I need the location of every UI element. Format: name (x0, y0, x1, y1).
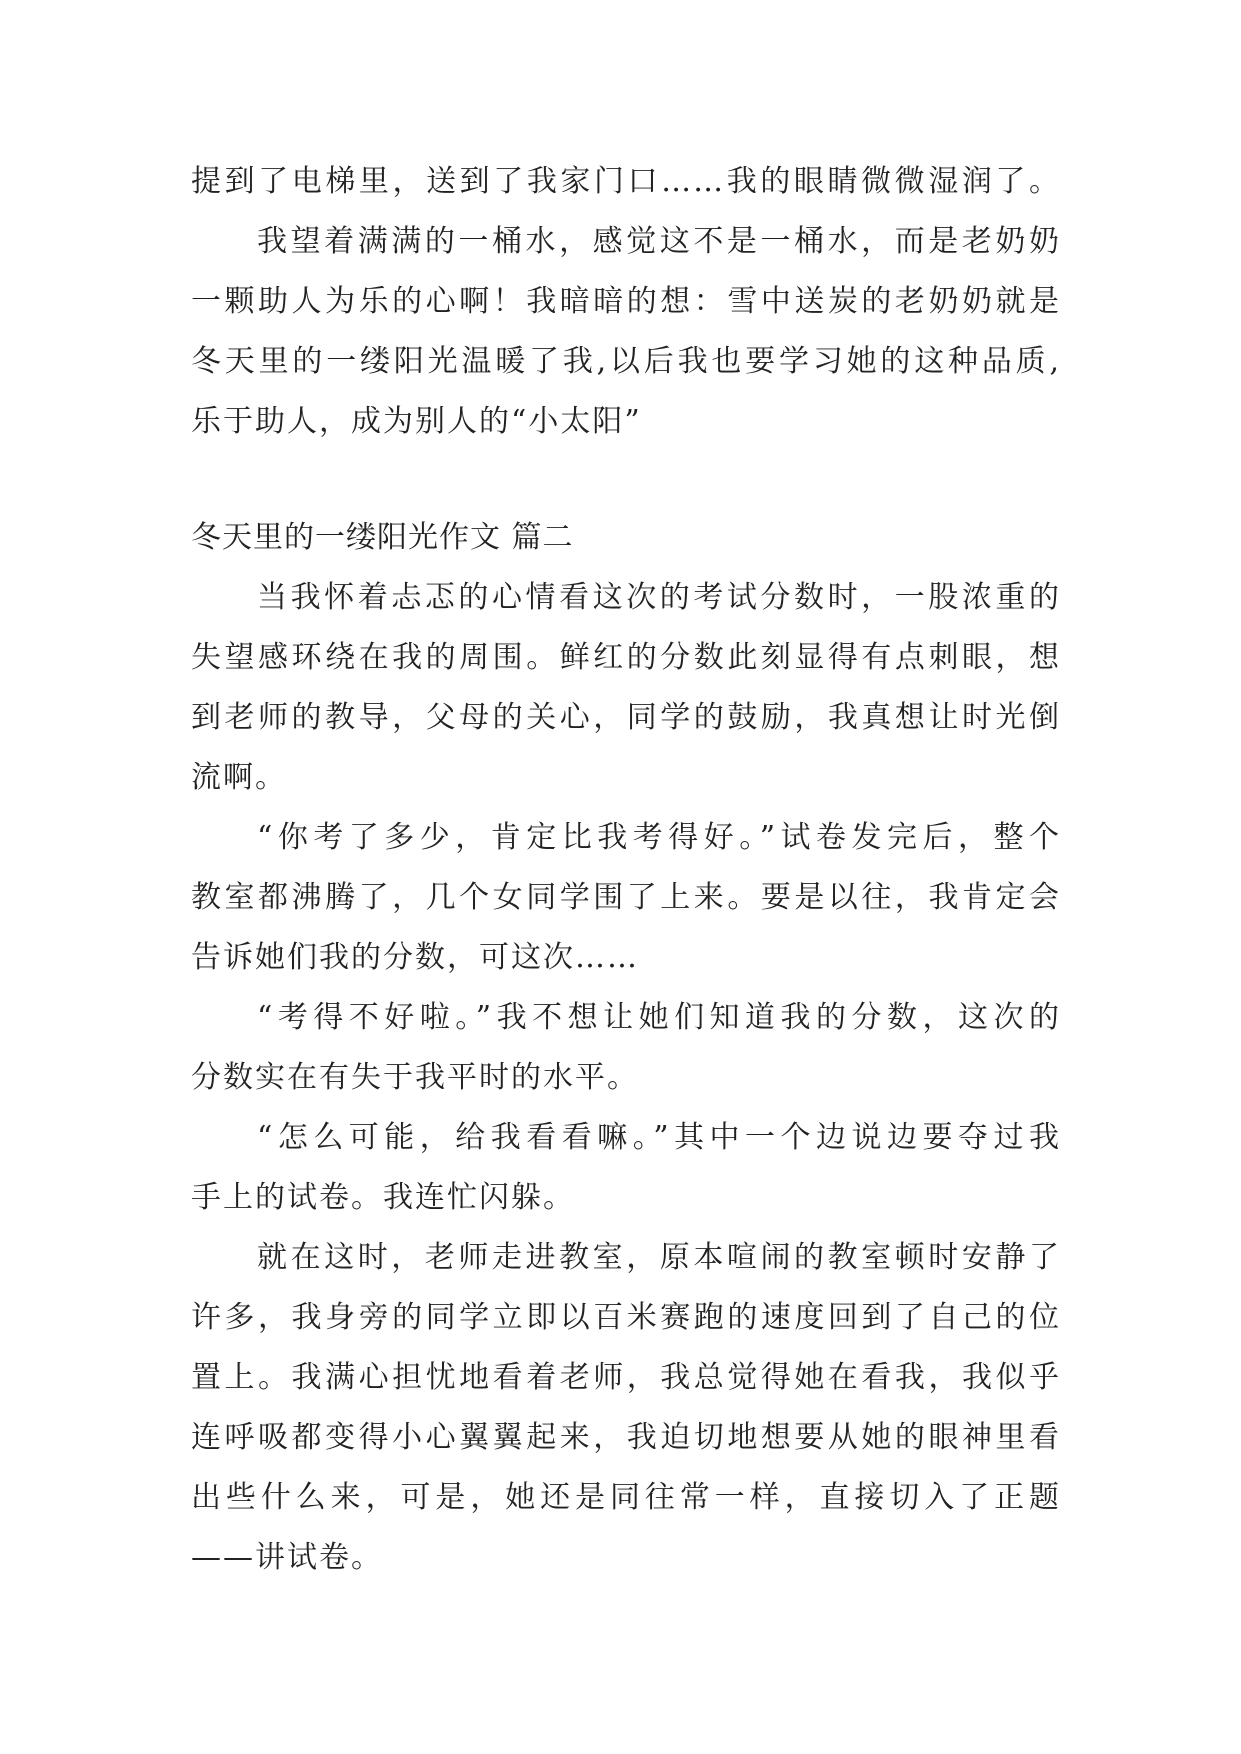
paragraph-line: 告诉她们我的分数，可这次…… (191, 940, 639, 975)
document-body (191, 152, 1061, 1588)
paragraph-line: 冬天里的一缕阳光温暖了我,以后我也要学习她的这种品质, (191, 344, 1061, 379)
paragraph-line: 置上。我满心担忧地看着老师，我总觉得她在看我，我似乎 (191, 1360, 1061, 1395)
paragraph-line: 手上的试卷。我连忙闪躲。 (191, 1180, 575, 1215)
paragraph-line: 就在这时，老师走进教室，原本喧闹的教室顿时安静了 (257, 1240, 1061, 1275)
paragraph-line: 许多，我身旁的同学立即以百米赛跑的速度回到了自己的位 (191, 1300, 1061, 1335)
paragraph-line: 流啊。 (191, 760, 287, 795)
paragraph-line: 到老师的教导，父母的关心，同学的鼓励，我真想让时光倒 (191, 700, 1061, 735)
paragraph-line: 失望感环绕在我的周围。鲜红的分数此刻显得有点刺眼，想 (191, 640, 1061, 675)
paragraph-line: “考得不好啦。”我不想让她们知道我的分数，这次的 (257, 1000, 1061, 1035)
paragraph-line: “你考了多少，肯定比我考得好。”试卷发完后，整个 (257, 820, 1061, 855)
paragraph-line: 分数实在有失于我平时的水平。 (191, 1060, 639, 1095)
paragraph-line: 连呼吸都变得小心翼翼起来，我迫切地想要从她的眼神里看 (191, 1420, 1061, 1455)
paragraph-line: “怎么可能，给我看看嘛。”其中一个边说边要夺过我 (257, 1120, 1061, 1155)
paragraph-line: 一颗助人为乐的心啊！我暗暗的想：雪中送炭的老奶奶就是 (191, 284, 1061, 319)
paragraph-line: ——讲试卷。 (191, 1540, 383, 1575)
paragraph-line: 我望着满满的一桶水，感觉这不是一桶水，而是老奶奶 (257, 224, 1061, 259)
paragraph-line: 当我怀着忐忑的心情看这次的考试分数时，一股浓重的 (257, 580, 1061, 615)
section-title: 冬天里的一缕阳光作文 篇二 (191, 520, 574, 555)
paragraph-line: 乐于助人，成为别人的“小太阳” (191, 404, 642, 439)
paragraph-line: 提到了电梯里，送到了我家门口……我的眼睛微微湿润了。 (191, 164, 1061, 199)
paragraph-line: 出些什么来，可是，她还是同往常一样，直接切入了正题 (191, 1480, 1061, 1515)
paragraph-line: 教室都沸腾了，几个女同学围了上来。要是以往，我肯定会 (191, 880, 1061, 915)
section-spacer (191, 452, 1061, 508)
